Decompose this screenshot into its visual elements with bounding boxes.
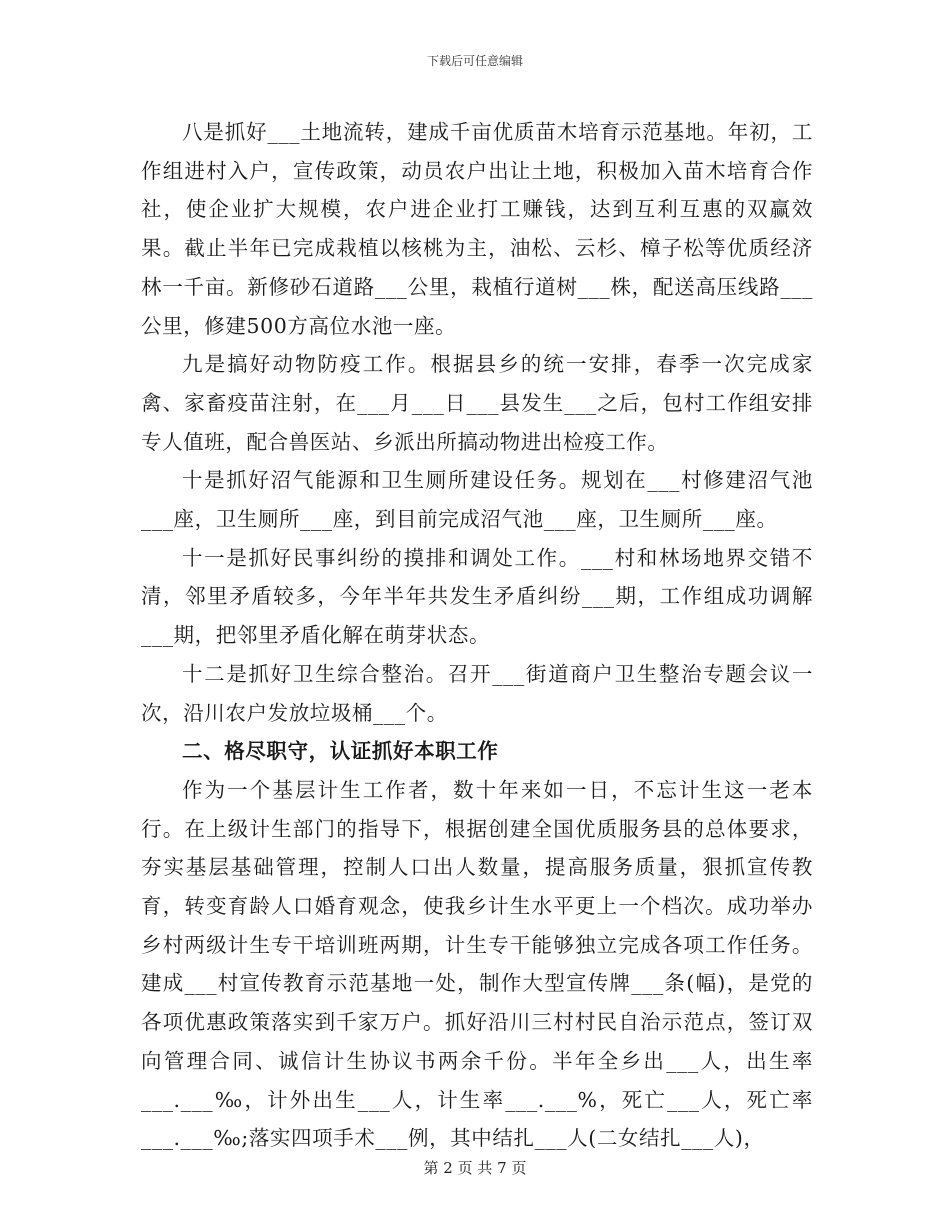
page-header: 下载后可任意编辑 — [426, 54, 523, 68]
document-body — [141, 113, 813, 1158]
paragraph-10: 十是抓好沼气能源和卫生厕所建设任务。规划在___村修建沼气池___座，卫生厕所___座，到目前完成沼气池___座，卫生厕所___座。 — [141, 468, 813, 532]
paragraph-section-2: 作为一个基层计生工作者，数十年来如一日，不忘计生这一老本行。在上级计生部门的指导下，根据创建全国优质服务县的总体要求，夯实基层基础管理，控制人口出人数量，提高服务质量，狠抓宣传教育，转变育龄人口婚育观念，使我乡计生水平更上一个档次。成功举办乡村两级计生专干培训班两期，计生专干能够独立完成各项工作任务。建成___村宣传教育示范基地一处，制作大型宣传牌___条(幅)，是党的各项优惠政策落实到千家万户。抓好沿川三村村民自治示范点，签订双向管理合同、诚信计生协议书两余千份。半年全乡出___人，出生率___.___‰，计外出生___人，计生率___.___%，死亡___人，死亡率___.___‰;落实四项手术___例，其中结扎___人(二女结扎___人)， — [141, 777, 813, 1151]
page-number: 第 2 页 共 7 页 — [423, 1159, 527, 1177]
paragraph-8: 八是抓好___土地流转，建成千亩优质苗木培育示范基地。年初，工作组进村入户，宣传政策，动员农户出让土地，积极加入苗木培育合作社，使企业扩大规模，农户进企业打工赚钱，达到互利互惠的双赢效果。截止半年已完成栽植以核桃为主，油松、云杉、樟子松等优质经济林一千亩。新修砂石道路___公里，栽植行道树___株，配送高压线路___公里，修建500方高位水池一座。 — [141, 120, 813, 338]
paragraph-12: 十二是抓好卫生综合整治。召开___街道商户卫生整治专题会议一次，沿川农户发放垃圾桶___个。 — [141, 661, 813, 725]
paragraph-11: 十一是抓好民事纠纷的摸排和调处工作。___村和林场地界交错不清，邻里矛盾较多，今年半年共发生矛盾纠纷___期，工作组成功调解___期，把邻里矛盾化解在萌芽状态。 — [141, 545, 813, 648]
section-heading: 二、格尽职守，认证抓好本职工作 — [182, 739, 499, 764]
paragraph-9: 九是搞好动物防疫工作。根据县乡的统一安排，春季一次完成家禽、家畜疫苗注射，在___月___日___县发生___之后，包村工作组安排专人值班，配合兽医站、乡派出所搞动物进出检疫工作。 — [141, 352, 813, 454]
